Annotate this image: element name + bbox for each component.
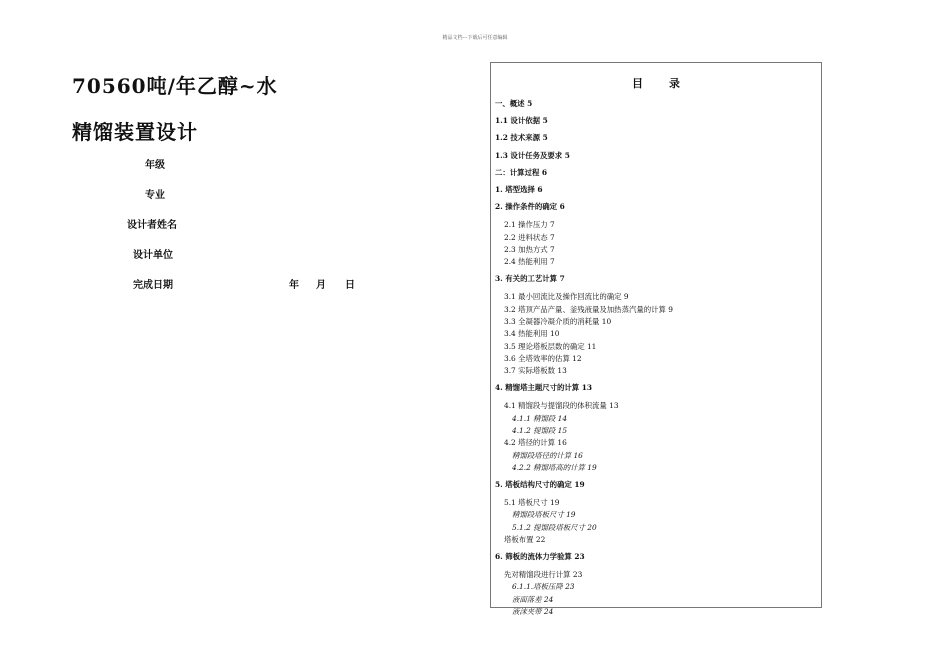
toc-entry: 1.3 设计任务及要求 5 xyxy=(495,150,570,160)
toc-entry: 5.1.2 提馏段塔板尺寸 20 xyxy=(512,522,597,532)
toc-entry: 5.1 塔板尺寸 19 xyxy=(504,498,560,507)
toc-entry: 3.6 全塔效率的估算 12 xyxy=(504,353,582,363)
toc-entry: 2.1 操作压力 7 xyxy=(504,220,555,230)
toc-entry: 1.1 设计依据 5 xyxy=(495,116,548,126)
toc-entry: 2.3 加热方式 7 xyxy=(504,244,555,254)
toc-entry: 4.1.1 精馏段 14 xyxy=(512,413,568,423)
toc-entry: 3.7 实际塔板数 13 xyxy=(504,366,567,376)
toc-entry: 6.1.1.塔板压降 23 xyxy=(512,582,575,592)
toc-entry: 一、概述 5 xyxy=(495,99,533,108)
toc-entry: 二：计算过程 6 xyxy=(495,167,548,177)
year-label: 年 xyxy=(289,280,299,291)
toc-entry: 2.2 进料状态 7 xyxy=(504,232,555,242)
toc-entry: 3.2 塔顶产品产量、釜残液量及加热蒸汽量的计算 9 xyxy=(504,304,673,314)
toc-entry: 3. 有关的工艺计算 7 xyxy=(495,274,565,284)
toc-entry: 4.1 精馏段与提馏段的体积流量 13 xyxy=(504,401,619,411)
toc-entry: 3.5 理论塔板层数的确定 11 xyxy=(504,341,597,351)
major-label: 专业 xyxy=(145,190,165,201)
toc-entry: 塔板布置 22 xyxy=(504,534,546,544)
toc-entry: 4.2.2 精馏塔高的计算 19 xyxy=(512,462,597,472)
cover-title-line-1: 70560吨/年乙醇~水 xyxy=(72,74,278,98)
toc-entry: 2.4 热能利用 7 xyxy=(504,257,555,267)
toc-entry: 3.3 全凝器冷凝介质的消耗量 10 xyxy=(504,316,612,326)
toc-entry: 1. 塔型选择 6 xyxy=(495,185,543,194)
toc-entry: 3.1 最小回流比及操作回流比的确定 9 xyxy=(504,292,629,302)
toc-entry: 精馏段塔板尺寸 19 xyxy=(512,510,576,520)
completion-date-label: 完成日期 xyxy=(133,280,173,291)
toc-title: 目录 xyxy=(632,77,706,90)
toc-entry: 精馏段塔径的计算 16 xyxy=(512,450,583,460)
toc-entry: 液沫夹带 24 xyxy=(512,607,554,616)
toc-entry: 5. 塔板结构尺寸的确定 19 xyxy=(495,480,585,489)
toc-entry: 2. 操作条件的确定 6 xyxy=(495,202,565,212)
toc-entry: 4.2 塔径的计算 16 xyxy=(504,438,567,448)
toc-entry: 4. 精馏塔主题尺寸的计算 13 xyxy=(495,383,593,393)
month-label: 月 xyxy=(316,280,326,291)
design-unit-label: 设计单位 xyxy=(133,250,173,261)
toc-entry: 1.2 技术来源 5 xyxy=(495,133,548,143)
toc-entry: 先对精馏段进行计算 23 xyxy=(504,570,583,580)
designer-name-label: 设计者姓名 xyxy=(127,220,177,231)
toc-entry: 4.1.2 提馏段 15 xyxy=(512,425,568,435)
cover-title-line-2: 精馏装置设计 xyxy=(72,120,198,144)
toc-entry: 6. 筛板的流体力学验算 23 xyxy=(495,552,585,562)
grade-label: 年级 xyxy=(145,160,165,171)
toc-entry: 液面落差 24 xyxy=(512,594,554,604)
toc-entry: 3.4 热能利用 10 xyxy=(504,329,560,339)
day-label: 日 xyxy=(345,280,355,291)
header-note: 精品文档---下载后可任意编辑 xyxy=(442,35,508,41)
